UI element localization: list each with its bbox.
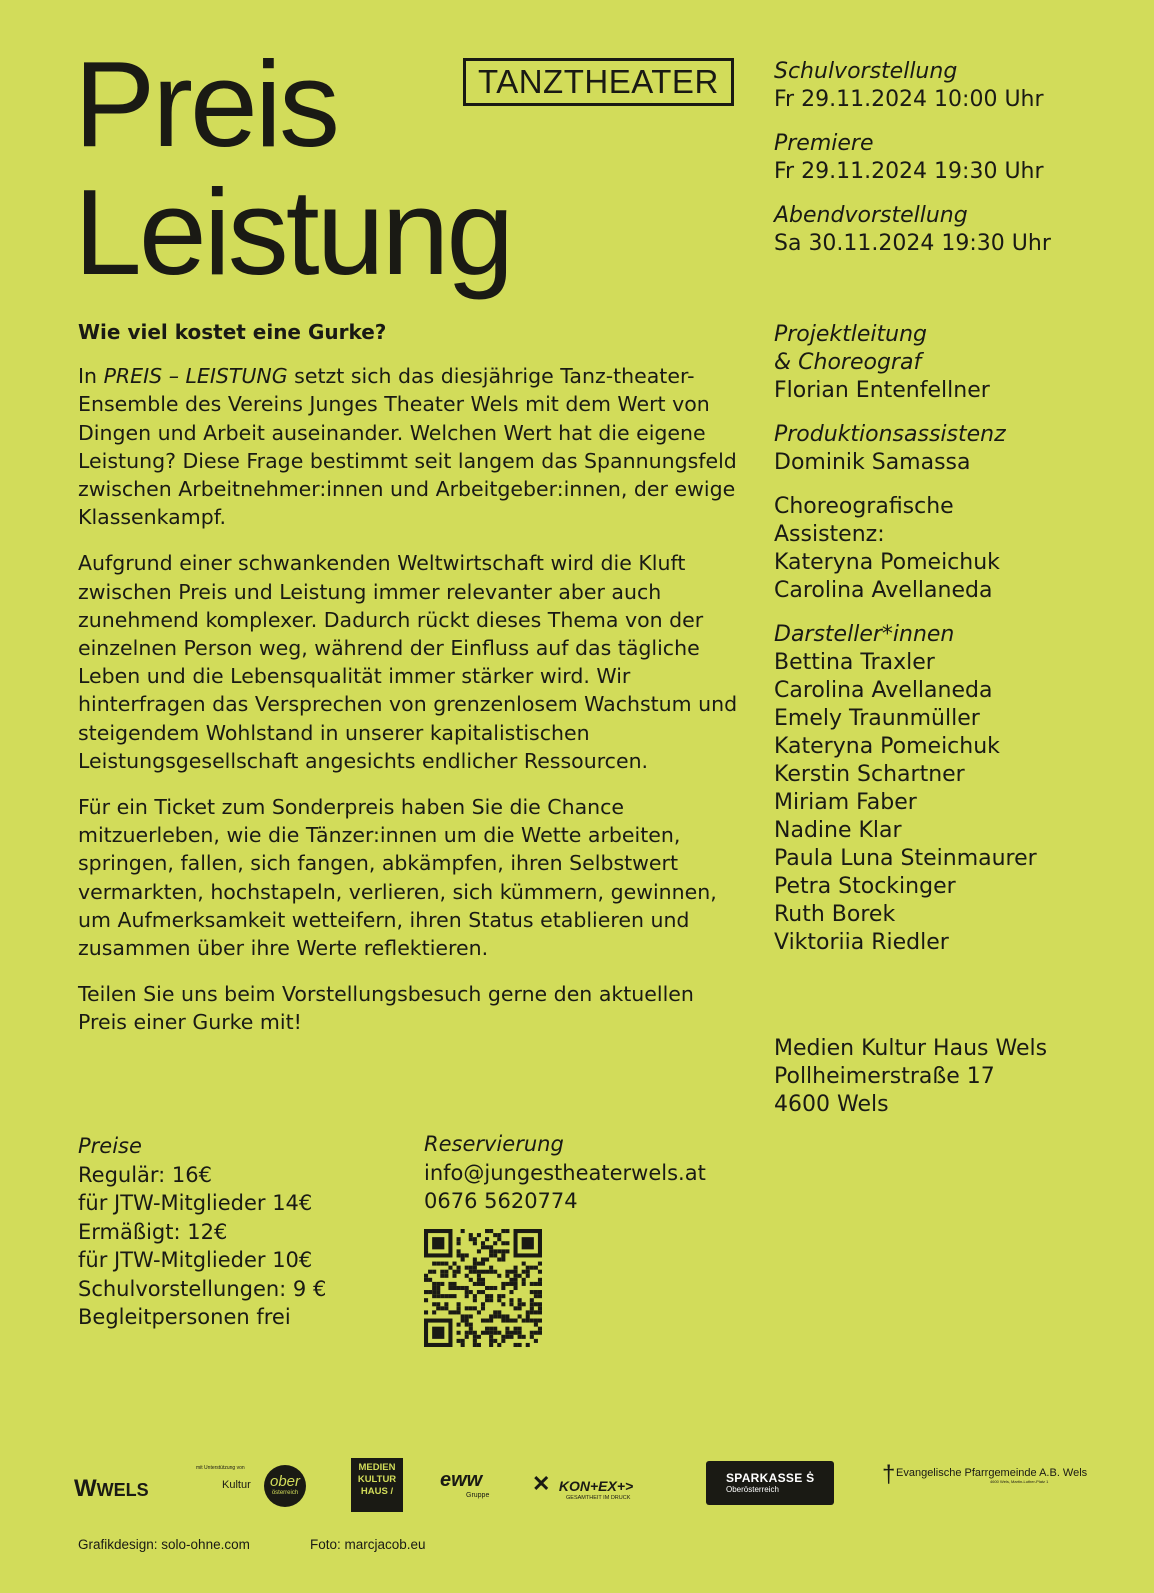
venue — [774, 1035, 1047, 1119]
cast-member: Viktoriia Riedler — [774, 930, 949, 955]
dates-list — [774, 58, 1051, 258]
reservation-email[interactable]: info@jungestheaterwels.at — [424, 1160, 706, 1185]
cast-member: Kateryna Pomeichuk — [774, 734, 1000, 759]
cast-member: Carolina Avellaneda — [774, 678, 993, 703]
logo-evangelische-pfarrgemeinde: † Evangelische Pfarrgemeinde A.B. Wels 4600 Wels, Martin-Luther-Platz 1 — [882, 1461, 1088, 1488]
logo-eww: eww Gruppe — [440, 1469, 490, 1499]
cast-member: Kerstin Schartner — [774, 762, 965, 787]
cast-member: Petra Stockinger — [774, 874, 956, 899]
credit-label: Produktionsassistenz — [774, 422, 1006, 447]
credit-name: Florian Entenfellner — [774, 378, 990, 403]
cast-member: Miriam Faber — [774, 790, 917, 815]
reservation-label: Reservierung — [424, 1132, 564, 1156]
logo-sparkasse: SPARKASSE Ṡ Oberösterreich — [706, 1461, 834, 1505]
date-premiere — [774, 130, 1051, 186]
credit-photo: Foto: marcjacob.eu — [310, 1537, 426, 1552]
paragraph-4: Teilen Sie uns beim Vorstellungsbesuch gerne den aktuellen Preis einer Gurke mit! — [78, 982, 694, 1035]
lead-question: Wie viel kostet eine Gurke? — [78, 320, 387, 344]
credit-label: Assistenz: — [774, 522, 885, 547]
credit-name: Kateryna Pomeichuk — [774, 550, 1000, 575]
logo-kontext: ✕ KON+EX+> GESAMTHEIT IM DRUCK — [532, 1471, 634, 1501]
reservation — [424, 1130, 706, 1216]
date-label: Premiere — [774, 131, 874, 156]
kontext-x-icon: ✕ — [532, 1471, 551, 1496]
prices — [78, 1132, 326, 1332]
logo-ober-oesterreich: mit Unterstützung von Kultur ober österreich — [196, 1465, 316, 1511]
credits — [774, 321, 1037, 957]
cast-member: Nadine Klar — [774, 818, 902, 843]
wels-w-icon: W — [74, 1475, 97, 1502]
date-value: Fr 29.11.2024 10:00 Uhr — [774, 87, 1044, 112]
cast-member: Emely Traunmüller — [774, 706, 980, 731]
date-label: Schulvorstellung — [774, 59, 958, 84]
paragraph-3: Für ein Ticket zum Sonderpreis haben Sie die Chance mitzuerleben, wie die Tänzer:innen um die Wette arbeiten, springen, fallen, sich fangen, abkämpfen, ihren Selbstwert vermarkten, hochstapeln, verlieren, sich kümmern, gewinnen, um Aufmerksamkeit wetteifern, ihren Status etablieren und zusammen über ihre Werte reflektieren. — [78, 795, 717, 961]
page-title — [74, 36, 512, 300]
date-schulvorstellung — [774, 58, 1051, 114]
venue-city: 4600 Wels — [774, 1092, 889, 1117]
reservation-phone[interactable]: 0676 5620774 — [424, 1189, 578, 1213]
qr-code[interactable] — [424, 1229, 542, 1347]
logo-medien-kultur-haus: MEDIEN KULTUR HAUS / — [351, 1458, 403, 1512]
date-abendvorstellung — [774, 202, 1051, 258]
venue-name: Medien Kultur Haus Wels — [774, 1036, 1048, 1061]
credit-name: Carolina Avellaneda — [774, 578, 993, 603]
sponsor-logos — [0, 1455, 1154, 1515]
date-value: Sa 30.11.2024 19:30 Uhr — [774, 231, 1051, 256]
credit-label: & Choreograf — [774, 350, 922, 375]
cross-icon: † — [882, 1461, 896, 1488]
genre-badge: TANZTHEATER — [463, 58, 734, 106]
credit-label: Choreografische — [774, 494, 954, 519]
ober-circle-icon: ober österreich — [264, 1465, 306, 1507]
production-name: PREIS – LEISTUNG — [103, 364, 288, 389]
price-item: für JTW-Mitglieder 14€ — [78, 1191, 313, 1215]
credit-design: Grafikdesign: solo-ohne.com — [78, 1537, 250, 1552]
price-item: Regulär: 16€ — [78, 1162, 213, 1187]
description — [78, 318, 738, 1055]
price-item: Schulvorstellungen: 9 € — [78, 1276, 327, 1301]
price-item: für JTW-Mitglieder 10€ — [78, 1248, 313, 1272]
date-label: Abendvorstellung — [774, 203, 968, 228]
venue-street: Pollheimerstraße 17 — [774, 1064, 995, 1089]
sparkasse-s-icon: Ṡ — [806, 1471, 815, 1485]
logo-wels: WWELS — [74, 1475, 149, 1502]
cast-member: Ruth Borek — [774, 902, 896, 927]
paragraph-1: In PREIS – LEISTUNG setzt sich das diesjährige Tanz-theater-Ensemble des Vereins Junges Theater Wels mit dem Wert von Dingen und Arbeit auseinander. Welchen Wert hat die eigene Leistung? Diese Frage bestimmt seit langem das Spannungsfeld zwischen Arbeitnehmer:innen und Arbeitgeber:innen, der ewige Klassenkampf. — [78, 364, 737, 530]
title-line-2: Leistung — [74, 164, 512, 300]
credit-label: Darsteller*innen — [774, 622, 955, 647]
cast-member: Paula Luna Steinmaurer — [774, 846, 1037, 871]
title-line-1: Preis — [74, 36, 337, 172]
price-item: Ermäßigt: 12€ — [78, 1219, 228, 1244]
credit-label: Projektleitung — [774, 322, 928, 347]
paragraph-2: Aufgrund einer schwankenden Weltwirtschaft wird die Kluft zwischen Preis und Leistung immer relevanter aber auch zunehmend komplexer. Dadurch rückt dieses Thema von der einzelnen Person weg, während der Einfluss auf das tägliche Leben und die Lebensqualität immer stärker wird. Wir hinterfragen das Versprechen von grenzenlosem Wachstum und steigendem Wohlstand in unserer kapitalistischen Leistungsgesellschaft angesichts endlicher Ressourcen. — [78, 551, 738, 773]
cast-member: Bettina Traxler — [774, 650, 935, 675]
price-item: Begleitpersonen frei — [78, 1305, 291, 1329]
credit-name: Dominik Samassa — [774, 450, 971, 475]
date-value: Fr 29.11.2024 19:30 Uhr — [774, 159, 1044, 184]
prices-label: Preise — [78, 1134, 142, 1158]
